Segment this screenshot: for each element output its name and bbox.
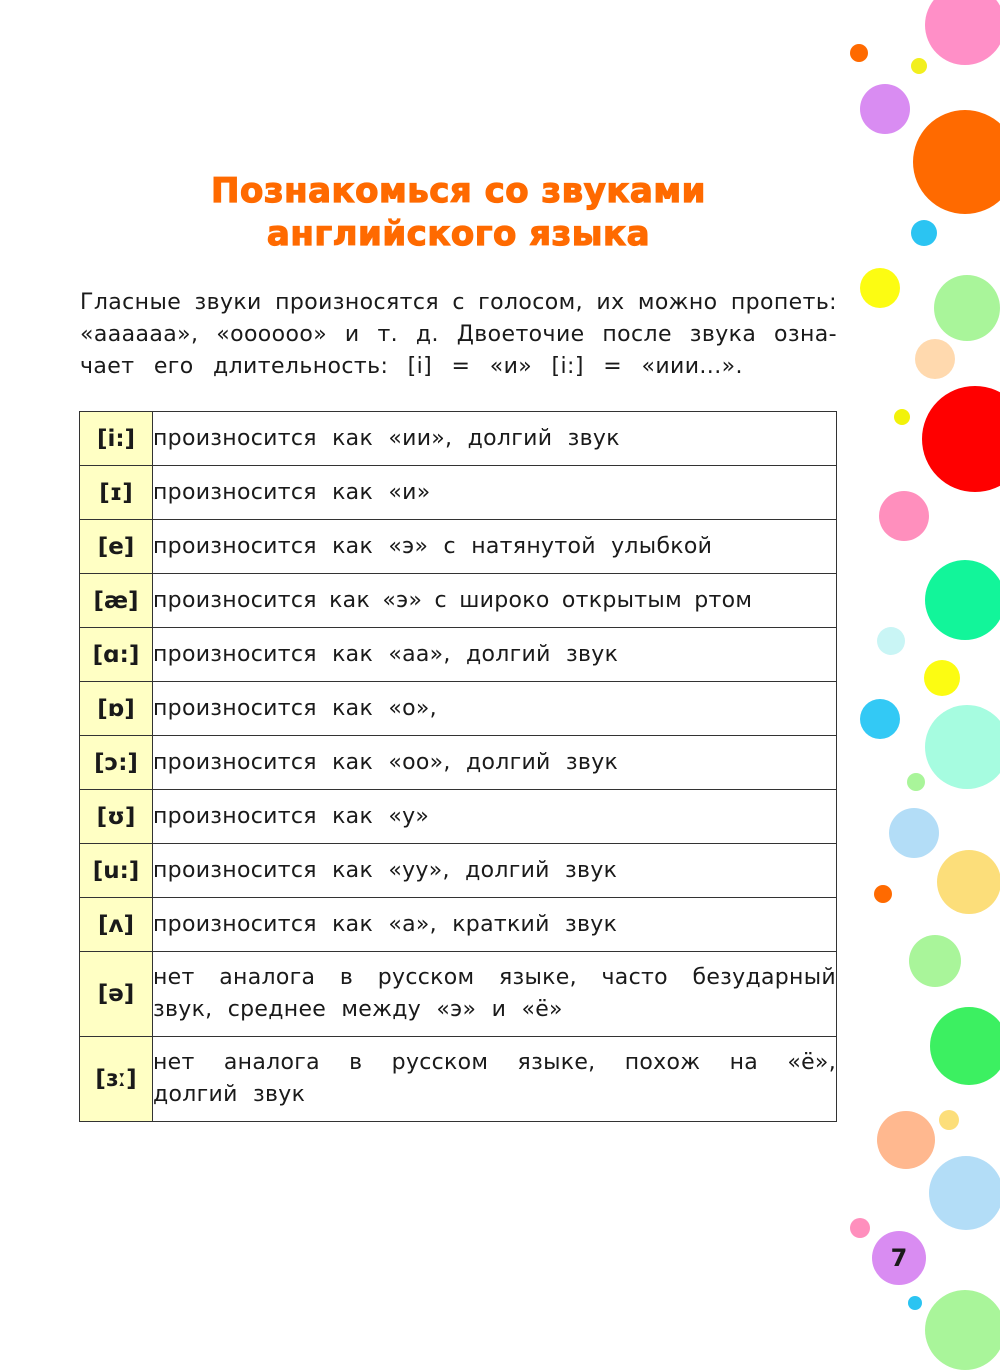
table-row xyxy=(80,628,837,682)
page-number: 7 xyxy=(872,1231,926,1285)
sound-symbol: [ʌ] xyxy=(80,898,153,952)
sound-symbol: [e] xyxy=(80,520,153,574)
table-row xyxy=(80,1037,837,1122)
sound-symbol: [ɔ:] xyxy=(80,736,153,790)
table-row xyxy=(80,736,837,790)
dot xyxy=(874,885,892,903)
dot xyxy=(913,110,1000,214)
dot xyxy=(850,44,868,62)
dot xyxy=(925,560,1000,640)
sound-symbol: [ɪ] xyxy=(80,466,153,520)
table-row xyxy=(80,844,837,898)
dot xyxy=(907,773,925,791)
table-row xyxy=(80,790,837,844)
sound-description: произносится как «оо», долгий звук xyxy=(153,736,837,790)
sound-description: произносится как «уу», долгий звук xyxy=(153,844,837,898)
sound-description: нет аналога в русском языке, часто безударный звук, среднее между «э» и «ё» xyxy=(153,952,837,1037)
sound-description: нет аналога в русском языке, похож на «ё», долгий звук xyxy=(153,1037,837,1122)
sound-symbol: [ɑ:] xyxy=(80,628,153,682)
dot xyxy=(894,409,910,425)
table-row xyxy=(80,952,837,1037)
dot xyxy=(929,1156,1000,1230)
dot xyxy=(911,220,937,246)
dot xyxy=(908,1296,922,1310)
dot xyxy=(877,627,905,655)
intro-line-3: чает его длительность: [i] = «и» [i:] = «иии...». xyxy=(80,354,743,379)
dot xyxy=(925,0,1000,65)
dot xyxy=(860,699,900,739)
dot xyxy=(909,935,961,987)
sound-symbol: [æ] xyxy=(80,574,153,628)
dot xyxy=(924,660,960,696)
dot xyxy=(889,808,939,858)
dot xyxy=(877,1111,935,1169)
sound-symbol: [u:] xyxy=(80,844,153,898)
dot xyxy=(939,1110,959,1130)
table-row xyxy=(80,898,837,952)
dot xyxy=(911,58,927,74)
dot xyxy=(915,339,955,379)
sound-symbol: [ɜː] xyxy=(80,1037,153,1122)
sound-description: произносится как «у» xyxy=(153,790,837,844)
sound-symbol: [ɒ] xyxy=(80,682,153,736)
dot xyxy=(860,84,910,134)
table-row xyxy=(80,574,837,628)
dot xyxy=(925,1290,1000,1370)
sound-symbol: [i:] xyxy=(80,412,153,466)
sound-description: произносится как «о», xyxy=(153,682,837,736)
dot xyxy=(934,275,1000,341)
dot xyxy=(925,705,1000,789)
dot xyxy=(930,1007,1000,1085)
intro-line-1: Гласные звуки произносятся с голосом, их можно пропеть: xyxy=(80,290,837,315)
table-row xyxy=(80,412,837,466)
dot xyxy=(922,386,1000,492)
sound-description: произносится как «а», краткий звук xyxy=(153,898,837,952)
dot xyxy=(937,850,1000,914)
vowel-sounds-table xyxy=(79,411,837,1122)
table-row xyxy=(80,682,837,736)
title-line-2: английского языка xyxy=(266,214,651,254)
dot xyxy=(850,1218,870,1238)
table-row xyxy=(80,520,837,574)
page-title xyxy=(80,170,837,256)
sound-symbol: [ʊ] xyxy=(80,790,153,844)
dot xyxy=(860,268,900,308)
sound-description: произносится как «и» xyxy=(153,466,837,520)
sound-description: произносится как «э» с натянутой улыбкой xyxy=(153,520,837,574)
dot xyxy=(879,491,929,541)
intro-line-2: «аааааа», «оооооо» и т. д. Двоеточие после звука озна- xyxy=(80,322,837,347)
sound-description: произносится как «э» с широко открытым ртом xyxy=(153,574,837,628)
sound-description: произносится как «ии», долгий звук xyxy=(153,412,837,466)
sound-description: произносится как «аа», долгий звук xyxy=(153,628,837,682)
table-row xyxy=(80,466,837,520)
sound-symbol: [ə] xyxy=(80,952,153,1037)
title-line-1: Познакомься со звуками xyxy=(211,171,706,211)
intro-paragraph xyxy=(80,287,837,383)
